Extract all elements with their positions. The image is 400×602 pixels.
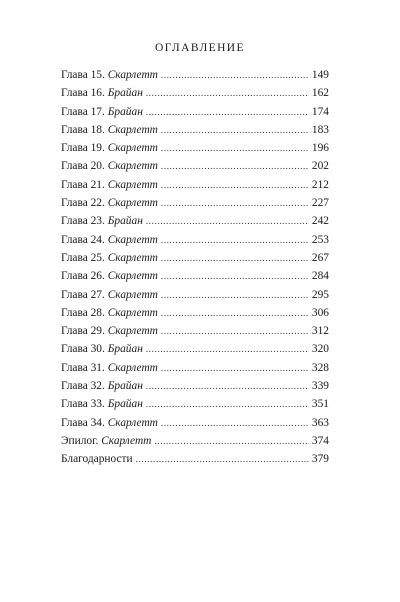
toc-page-number: 351 <box>311 398 329 411</box>
toc-chapter-number: Глава 24. <box>61 233 105 246</box>
toc-entry-label <box>61 432 151 450</box>
toc-entry-label <box>61 139 158 157</box>
toc-leader-dots <box>136 450 309 468</box>
toc-entry-label <box>61 414 158 432</box>
toc-page-number: 202 <box>311 160 329 173</box>
toc-narrator-name: Скарлетт <box>107 142 158 155</box>
toc-entry <box>61 139 329 157</box>
toc-entry <box>61 249 329 267</box>
toc-page-number: 379 <box>311 453 329 466</box>
toc-leader-dots <box>161 176 309 194</box>
toc-narrator-name: Скарлетт <box>107 270 158 283</box>
toc-leader-dots <box>161 249 309 267</box>
toc-leader-dots <box>161 66 309 84</box>
toc-entry-label <box>61 176 158 194</box>
toc-entry-label <box>61 359 158 377</box>
toc-narrator-name: Брайан <box>107 398 143 411</box>
toc-page-number: 306 <box>311 306 329 319</box>
toc-entry <box>61 231 329 249</box>
toc-entry <box>61 359 329 377</box>
toc-page-number: 295 <box>311 288 329 301</box>
toc-entry-label <box>61 231 158 249</box>
toc-page-number: 312 <box>311 325 329 338</box>
toc-narrator-name: Скарлетт <box>107 306 158 319</box>
toc-page-number: 149 <box>311 69 329 81</box>
toc-entry-label <box>61 377 143 395</box>
toc-leader-dots <box>146 212 309 230</box>
toc-entry-label <box>61 395 143 413</box>
toc-title: ОГЛАВЛЕНИЕ <box>155 42 245 54</box>
toc-entry-label <box>61 66 158 84</box>
toc-leader-dots <box>154 432 309 450</box>
toc-leader-dots <box>161 359 309 377</box>
toc-entry <box>61 267 329 285</box>
toc-leader-dots <box>146 340 309 358</box>
toc-page-number: 374 <box>311 434 329 447</box>
toc-leader-dots <box>161 414 309 432</box>
toc-chapter-number: Глава 30. <box>61 343 105 356</box>
toc-entry-label <box>61 194 158 212</box>
toc-narrator-name: Скарлетт <box>107 416 158 429</box>
toc-chapter-number: Глава 27. <box>61 288 105 301</box>
toc-narrator-name: Скарлетт <box>107 361 158 374</box>
toc-narrator-name: Брайан <box>107 380 143 393</box>
toc-chapter-number: Глава 16. <box>61 87 105 100</box>
toc-page-number: 174 <box>311 105 329 118</box>
toc-chapter-number: Глава 21. <box>61 178 105 191</box>
toc-chapter-number: Глава 20. <box>61 160 105 173</box>
toc-chapter-number: Глава 18. <box>61 123 105 136</box>
toc-page-number: 253 <box>311 233 329 246</box>
toc-narrator-name: Скарлетт <box>107 160 158 173</box>
toc-chapter-number: Эпилог. <box>61 434 99 447</box>
toc-entry-label <box>61 450 133 468</box>
toc-entry <box>61 414 329 432</box>
toc-entry <box>61 103 329 121</box>
toc-page-number: 183 <box>311 123 329 136</box>
toc-page-number: 328 <box>311 361 329 374</box>
toc-entry <box>61 340 329 358</box>
toc-narrator-name: Брайан <box>107 343 143 356</box>
toc-chapter-number: Глава 17. <box>61 105 105 118</box>
toc-entry <box>61 286 329 304</box>
toc-chapter-number: Глава 15. <box>61 69 105 81</box>
toc-page-number: 212 <box>311 178 329 191</box>
toc-entry <box>61 377 329 395</box>
toc-entry <box>61 121 329 139</box>
toc-chapter-number: Глава 22. <box>61 197 105 210</box>
toc-entry-label <box>61 304 158 322</box>
toc-leader-dots <box>161 267 309 285</box>
toc-chapter-number: Глава 23. <box>61 215 105 228</box>
toc-leader-dots <box>161 194 309 212</box>
toc-chapter-number: Глава 29. <box>61 325 105 338</box>
toc-page-number: 320 <box>311 343 329 356</box>
toc-narrator-name: Скарлетт <box>107 325 158 338</box>
toc-chapter-number: Глава 28. <box>61 306 105 319</box>
toc-chapter-number: Глава 32. <box>61 380 105 393</box>
toc-page-number: 267 <box>311 251 329 264</box>
toc-chapter-number: Глава 31. <box>61 361 105 374</box>
toc-page-number: 227 <box>311 197 329 210</box>
toc-narrator-name: Брайан <box>107 105 143 118</box>
toc-page-number: 363 <box>311 416 329 429</box>
toc-leader-dots <box>146 395 309 413</box>
toc-entry <box>61 157 329 175</box>
toc-narrator-name: Брайан <box>107 87 143 100</box>
toc-leader-dots <box>161 286 309 304</box>
toc-entry <box>61 304 329 322</box>
toc-leader-dots <box>161 322 309 340</box>
toc-leader-dots <box>161 139 309 157</box>
toc-narrator-name: Скарлетт <box>107 69 158 81</box>
toc-chapter-number: Глава 25. <box>61 251 105 264</box>
toc-entry-label <box>61 157 158 175</box>
toc-chapter-number: Глава 26. <box>61 270 105 283</box>
toc-entry <box>61 450 329 468</box>
toc-chapter-number: Глава 34. <box>61 416 105 429</box>
toc-entry-label <box>61 103 143 121</box>
toc-entry-label <box>61 322 158 340</box>
toc-narrator-name: Скарлетт <box>107 251 158 264</box>
toc-leader-dots <box>161 231 309 249</box>
toc-narrator-name: Скарлетт <box>107 288 158 301</box>
toc-leader-dots <box>161 304 309 322</box>
toc-entry-label <box>61 84 143 102</box>
toc-leader-dots <box>146 84 309 102</box>
toc-entry <box>61 176 329 194</box>
toc-leader-dots <box>161 121 309 139</box>
toc-chapter-number: Благодарности <box>61 453 133 466</box>
toc-narrator-name: Скарлетт <box>107 197 158 210</box>
toc-chapter-number: Глава 19. <box>61 142 105 155</box>
toc-entry <box>61 322 329 340</box>
toc-leader-dots <box>146 103 309 121</box>
toc-leader-dots <box>161 157 309 175</box>
toc-entry-label <box>61 286 158 304</box>
toc-entry-label <box>61 121 158 139</box>
toc-leader-dots <box>146 377 309 395</box>
toc-page-number: 284 <box>311 270 329 283</box>
toc-entry <box>61 84 329 102</box>
toc-page-number: 196 <box>311 142 329 155</box>
toc-page-number: 339 <box>311 380 329 393</box>
toc-narrator-name: Скарлетт <box>101 434 152 447</box>
toc-entry <box>61 432 329 450</box>
toc-entry <box>61 66 329 84</box>
toc-chapter-number: Глава 33. <box>61 398 105 411</box>
toc-narrator-name: Скарлетт <box>107 123 158 136</box>
toc-narrator-name: Скарлетт <box>107 178 158 191</box>
toc-list <box>61 66 329 469</box>
toc-narrator-name: Брайан <box>107 215 143 228</box>
toc-entry-label <box>61 249 158 267</box>
toc-entry-label <box>61 267 158 285</box>
toc-entry <box>61 395 329 413</box>
toc-narrator-name: Скарлетт <box>107 233 158 246</box>
toc-page-number: 242 <box>311 215 329 228</box>
toc-entry-label <box>61 212 143 230</box>
toc-entry <box>61 194 329 212</box>
toc-page-number: 162 <box>311 87 329 100</box>
toc-entry <box>61 212 329 230</box>
toc-entry-label <box>61 340 143 358</box>
